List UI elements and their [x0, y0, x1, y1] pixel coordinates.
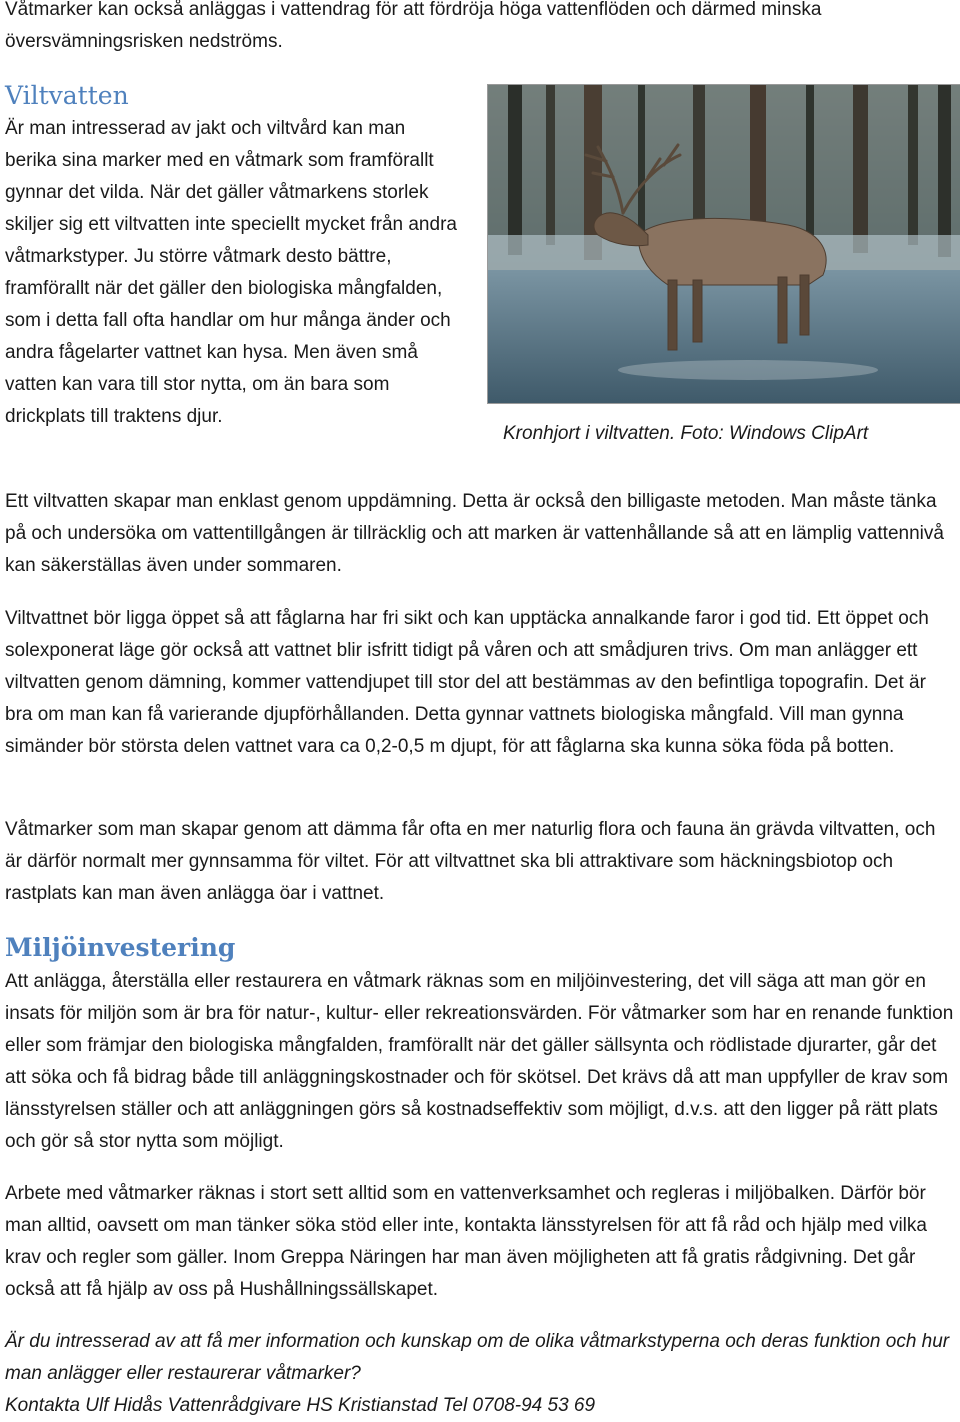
elk-photo-illustration — [488, 85, 960, 403]
viltvatten-paragraph-1: Ett viltvatten skapar man enklast genom uppdämning. Detta är också den billigaste metoden. Man måste tänka på och undersöka om vattentillgången är tillräcklig och att marken är vattenhållande så att en lämplig vattennivå kan säkerställas även under sommaren. — [5, 491, 944, 576]
figure-caption: Kronhjort i viltvatten. Foto: Windows ClipArt — [503, 423, 869, 444]
contact-question: Är du intresserad av att få mer information och kunskap om de olika våtmarkstyperna och deras funktion och hur man anlägger eller restaurerar våtmarker? — [5, 1331, 950, 1384]
viltvatten-paragraph-3: Våtmarker som man skapar genom att dämma får ofta en mer naturlig flora och fauna än grävda viltvatten, och är därför normalt mer gynnsamma för viltet. För att viltvattnet ska bli attraktivare som häckningsbiotop och rastplats kan man även anlägga öar i vattnet. — [5, 819, 936, 904]
miljoinvestering-paragraph-1: Att anlägga, återställa eller restaurera en våtmark räknas som en miljöinvestering, det vill säga att man gör en insats för miljön som är bra för natur-, kultur- eller rekreationsvärden. För våtmarker som har en renande funktion eller som främjar den biologiska mångfalden, framförallt när det gäller sällsynta och rödlistade djurarter, går det att söka och få bidrag både till anläggningskostnader och för skötsel. Det krävs då att man uppfyller de krav som länsstyrelsen ställer och att anläggningen görs så kostnadseffektiv som möjligt, d.v.s. att den ligger på rätt plats och gör så stor nytta som möjligt. — [5, 971, 954, 1152]
viltvatten-side-paragraph: Är man intresserad av jakt och viltvård kan man berika sina marker med en våtmark som framförallt gynnar det vilda. När det gäller våtmarkens storlek skiljer sig ett viltvatten inte speciellt mycket från andra våtmarkstyper. Ju större våtmark desto bättre, framförallt när det gäller den biologiska mångfalden, som i detta fall ofta handlar om hur många änder och andra fågelarter vattnet kan hysa. Men även små vatten kan vara till stor nytta, om än bara som drickplats till traktens djur. — [5, 118, 457, 427]
viltvatten-paragraph-2: Viltvattnet bör ligga öppet så att fåglarna har fri sikt och kan upptäcka annalkande faror i god tid. Ett öppet och solexponerat läge gör också att vattnet blir isfritt tidigt på våren och att smådjuren trivs. Om man anlägger ett viltvatten genom dämning, kommer vattendjupet till stor del att bestämmas av den befintliga topografin. Det är bra om man kan få varierande djupförhållanden. Detta gynnar vattnets biologiska mångfald. Vill man gynna simänder bör största delen vattnet vara ca 0,2-0,5 m djupt, för att fåglarna ska kunna söka föda på botten. — [5, 608, 929, 757]
contact-line: Kontakta Ulf Hidås Vattenrådgivare HS Kristianstad Tel 0708-94 53 69 — [5, 1395, 596, 1416]
miljoinvestering-paragraph-2: Arbete med våtmarker räknas i stort sett alltid som en vattenverksamhet och regleras i miljöbalken. Därför bör man alltid, oavsett om man tänker söka stöd eller inte, kontakta länsstyrelsen för att få råd och hjälp med vilka krav och regler som gäller. Inom Greppa Näringen har man även möjligheten att få gratis rådgivning. Det går också att få hjälp av oss på Hushållningssällskapet. — [5, 1183, 927, 1300]
elk-photo — [487, 84, 960, 404]
intro-paragraph: Våtmarker kan också anläggas i vattendrag för att fördröja höga vattenflöden och därmed minska översvämningsrisken nedströms. — [5, 0, 822, 52]
miljoinvestering-heading: Miljöinvestering — [5, 933, 236, 962]
viltvatten-heading: Viltvatten — [5, 81, 129, 110]
